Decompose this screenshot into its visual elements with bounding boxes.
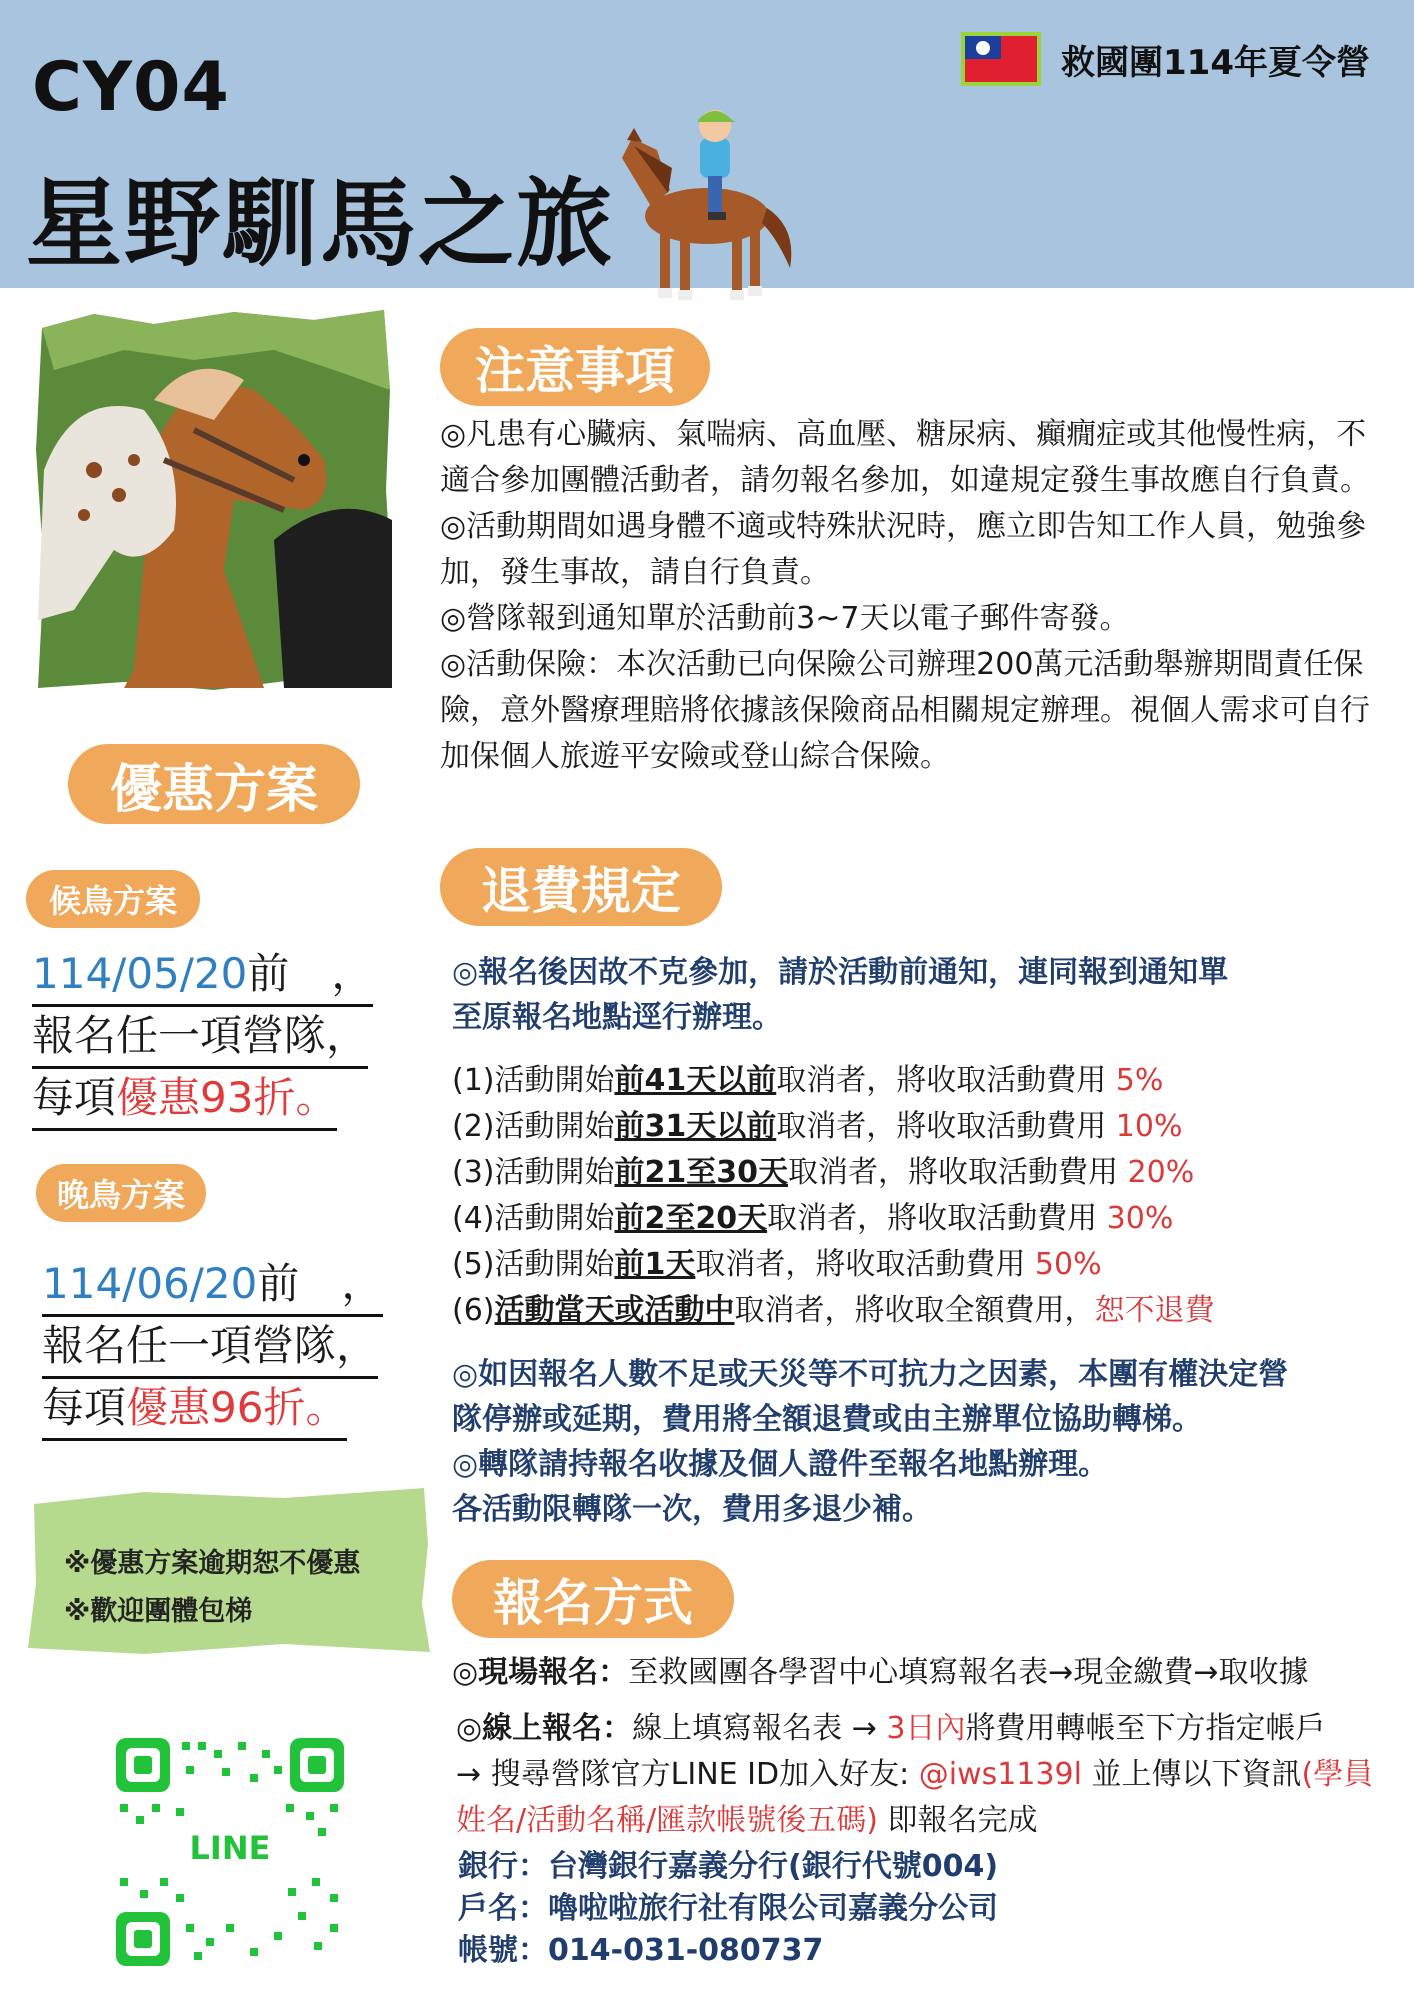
register-online: ◎線上報名：線上填寫報名表 → 3日內將費用轉帳至下方指定帳戶 → 搜尋營隊官方LINE ID加入好友: @iws1139l 並上傳以下資訊(學員姓名/活動名稱/匯款帳號後五碼) 即報名完成 <box>456 1711 1374 1838</box>
refund-rule: (3)活動開始前21至30天取消者，將收取活動費用 20% <box>452 1155 1195 1190</box>
register-heading: 報名方式 <box>452 1560 734 1638</box>
notice-item: ◎凡患有心臟病、氣喘病、高血壓、糖尿病、癲癇症或其他慢性病，不適合參加團體活動者，請勿報名參加，如違規定發生事故應自行負責。 <box>440 417 1370 498</box>
early-plan-line2: 報名任一項營隊， <box>32 1008 368 1069</box>
notice-item: ◎營隊報到通知單於活動前3~7天以電子郵件寄發。 <box>440 601 1130 636</box>
refund-heading: 退費規定 <box>440 848 722 926</box>
header-banner <box>0 0 1414 288</box>
register-onsite: ◎現場報名：至救國團各學習中心填寫報名表→現金繳費→取收據 <box>452 1655 1309 1690</box>
discount-heading: 優惠方案 <box>68 744 360 824</box>
discount-notes: ※優惠方案逾期恕不優惠 ※歡迎團體包梯 <box>64 1548 361 1627</box>
refund-rule: (4)活動開始前2至20天取消者，將收取活動費用 30% <box>452 1201 1174 1236</box>
refund-rule: (2)活動開始前31天以前取消者，將收取活動費用 10% <box>452 1109 1183 1144</box>
account-name: 戶名：嚕啦啦旅行社有限公司嘉義分公司 <box>458 1891 998 1926</box>
page-title: 星野馴馬之旅 <box>26 168 614 280</box>
flag-icon <box>961 32 1041 86</box>
camp-code: CY04 <box>32 48 230 127</box>
refund-rules <box>452 1058 1382 1334</box>
notice-heading: 注意事項 <box>440 328 710 406</box>
refund-notes: ◎如因報名人數不足或天災等不可抗力之因素，本團有權決定營 隊停辦或延期，費用將全額退費或由主辦單位協助轉梯。 ◎轉隊請持報名收據及個人證件至報名地點辦理。 各活動限轉隊一次，費用多退少補。 <box>452 1357 1289 1527</box>
notice-item: ◎活動期間如遇身體不適或特殊狀況時，應立即告知工作人員，勉強參加，發生事故，請自行負責。 <box>440 509 1367 590</box>
late-plan-date: 114/06/20前 ， <box>42 1256 383 1317</box>
early-plan-badge: 候鳥方案 <box>26 870 200 928</box>
late-plan-badge: 晚鳥方案 <box>36 1164 206 1222</box>
notice-item: ◎活動保險：本次活動已向保險公司辦理200萬元活動舉辦期間責任保險，意外醫療理賠將依據該保險商品相關規定辦理。視個人需求可自行加保個人旅遊平安險或登山綜合保險。 <box>440 647 1370 774</box>
refund-rule: (5)活動開始前1天取消者，將收取活動費用 50% <box>452 1247 1102 1282</box>
refund-intro: ◎報名後因故不克參加，請於活動前通知，連同報到通知單 至原報名地點逕行辦理。 <box>452 955 1229 1035</box>
bank-info <box>458 1846 998 1972</box>
account-number: 帳號：014-031-080737 <box>458 1933 824 1968</box>
early-plan-date: 114/05/20前 ， <box>32 946 373 1007</box>
horse-rider-illustration <box>612 98 802 308</box>
late-plan-offer: 每項優惠96折。 <box>42 1380 347 1441</box>
horses-photo <box>34 310 394 692</box>
refund-rule: (6)活動當天或活動中取消者，將收取全額費用，恕不退費 <box>452 1293 1215 1328</box>
organizer-name: 救國團114年夏令營 <box>1061 42 1370 83</box>
notice-list <box>440 412 1380 780</box>
refund-rule: (1)活動開始前41天以前取消者，將收取活動費用 5% <box>452 1063 1164 1098</box>
organizer <box>961 32 1370 86</box>
early-plan-offer: 每項優惠93折。 <box>32 1070 337 1131</box>
line-qr-label: LINE <box>189 1829 271 1867</box>
line-id: @iws1139l <box>918 1757 1082 1792</box>
late-plan-line2: 報名任一項營隊， <box>42 1318 378 1379</box>
bank-name: 銀行：台灣銀行嘉義分行(銀行代號004) <box>458 1849 999 1884</box>
